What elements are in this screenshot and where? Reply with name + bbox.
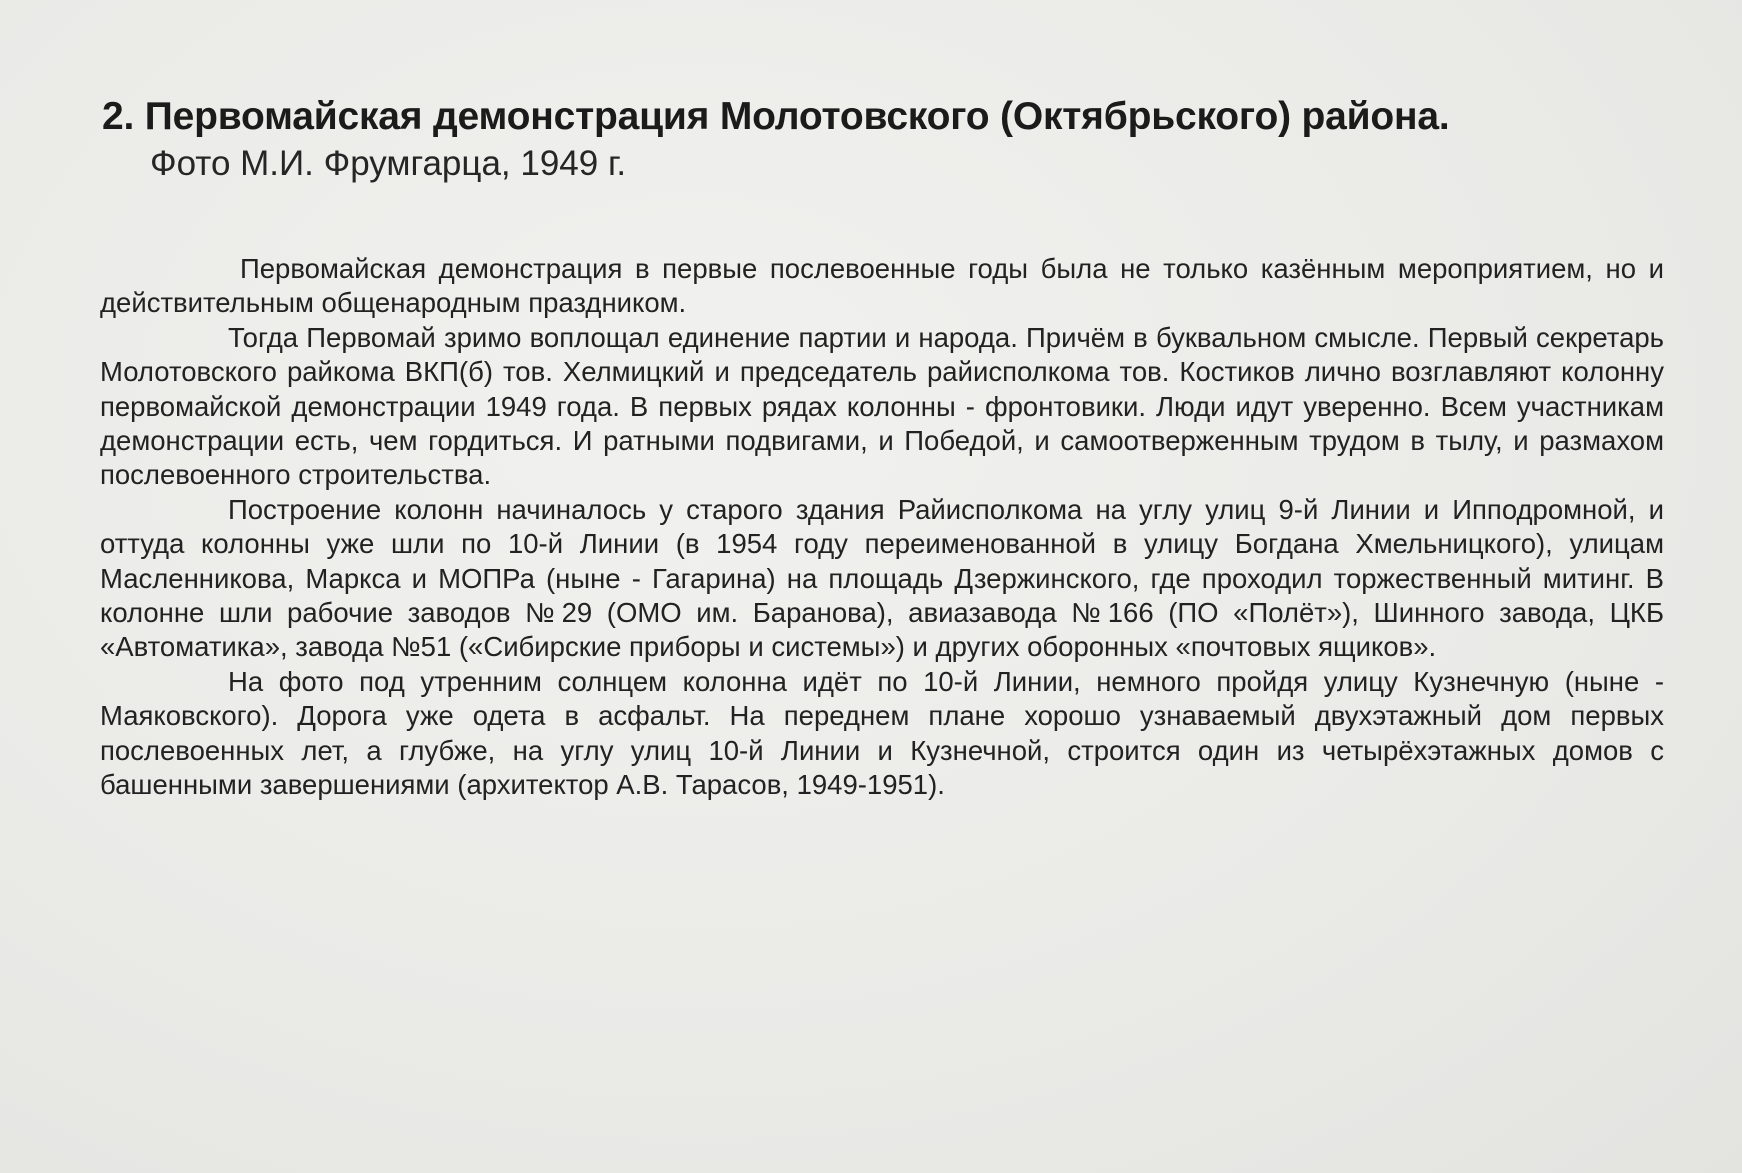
page-title: 2. Первомайская демонстрация Молотовского (Октябрьского) района.	[102, 95, 1450, 138]
paragraph-3: Построение колонн начиналось у старого здания Райисполкома на углу улиц 9-й Линии и Ипподромной, и оттуда колонны уже шли по 10-й Линии (в 1954 году переименованной в улицу Богдана Хмельницкого), улицам Масленникова, Маркса и МОПРа (ныне - Гагарина) на площадь Дзержинского, где проходил торжественный митинг. В колонне шли рабочие заводов №29 (ОМО им. Баранова), авиазавода №166 (ПО «Полёт»), Шинного завода, ЦКБ «Автоматика», завода №51 («Сибирские приборы и системы») и других оборонных «почтовых ящиков».	[100, 493, 1664, 663]
paragraph-2: Тогда Первомай зримо воплощал единение партии и народа. Причём в буквальном смысле. Первый секретарь Молотовского райкома ВКП(б) тов. Хелмицкий и председатель райисполкома тов. Костиков лично возглавляют колонну первомайской демонстрации 1949 года. В первых рядах колонны - фронтовики. Люди идут уверенно. Всем участникам демонстрации есть, чем гордиться. И ратными подвигами, и Победой, и самоотверженным трудом в тылу, и размахом послевоенного строительства.	[100, 321, 1664, 491]
paragraph-1: Первомайская демонстрация в первые послевоенные годы была не только казённым мероприятием, но и действительным общенародным праздником.	[100, 253, 1664, 319]
photo-credit: Фото М.И. Фрумгарца, 1949 г.	[150, 144, 627, 183]
paragraph-4: На фото под утренним солнцем колонна идёт по 10-й Линии, немного пройдя улицу Кузнечную (ныне - Маяковского). Дорога уже одета в асфальт. На переднем плане хорошо узнаваемый двухэтажный дом первых послевоенных лет, а глубже, на углу улиц 10-й Линии и Кузнечной, строится один из четырёхэтажных домов с башенными завершениями (архитектор А.В. Тарасов, 1949-1951).	[100, 665, 1664, 801]
article-body	[100, 252, 1664, 803]
heading-block	[102, 92, 1482, 186]
